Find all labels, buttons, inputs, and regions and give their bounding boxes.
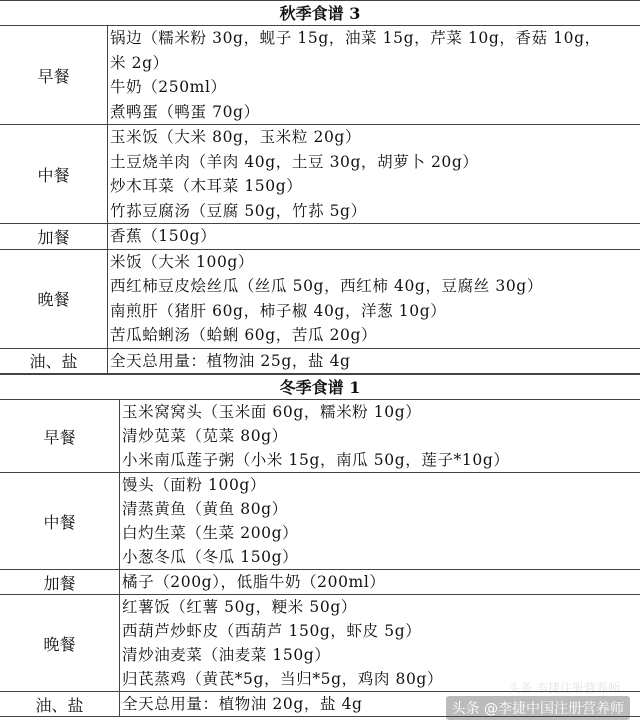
- winter-menu-title: 冬季食谱 1: [0, 374, 640, 400]
- dish-line: 全天总用量：植物油 25g，盐 4g: [110, 351, 351, 370]
- meal-dishes: [108, 224, 640, 249]
- dish-line: 米 2g）: [110, 53, 169, 72]
- meal-label: 晚餐: [0, 250, 108, 348]
- meal-dishes: [108, 250, 640, 348]
- meal-row: [0, 125, 640, 224]
- dish-line: 玉米窝窝头（玉米面 60g，糯米粉 10g）: [122, 403, 422, 421]
- meal-label: 加餐: [0, 570, 120, 594]
- dish-line: 玉米饭（大米 80g，玉米粒 20g）: [110, 128, 362, 146]
- meal-label: 中餐: [0, 473, 120, 569]
- dish-line: 香蕉（150g）: [110, 227, 217, 245]
- dish-line: 全天总用量：植物油 20g，盐 4g: [122, 695, 363, 713]
- dish-line: 馒头（面粉 100g）: [122, 476, 267, 494]
- dish-line: 橘子（200g），低脂牛奶（200ml）: [122, 573, 386, 591]
- meal-label: 油、盐: [0, 349, 108, 374]
- meal-dishes: [120, 595, 640, 691]
- meal-dishes: [120, 473, 640, 569]
- meal-dishes: [108, 349, 640, 374]
- dish-line: 锅边（糯米粉 30g，蚬子 15g，油菜 15g，芹菜 10g，香菇 10g，: [110, 29, 601, 47]
- meal-dishes: [120, 570, 640, 594]
- source-watermark: 头条 @李捷中国注册营养师: [446, 696, 630, 720]
- dish-line: 竹荪豆腐汤（豆腐 50g，竹荪 5g）: [110, 201, 367, 220]
- meal-label: 中餐: [0, 125, 108, 223]
- dish-line: 苦瓜蛤蜊汤（蛤蜊 60g，苦瓜 20g）: [110, 326, 378, 344]
- meal-row: [0, 595, 640, 692]
- meal-row: [0, 570, 640, 595]
- dish-line: 牛奶（250ml）: [110, 78, 227, 96]
- meal-row: [0, 224, 640, 250]
- autumn-menu-title: 秋季食谱 3: [0, 0, 640, 26]
- dish-line: 小葱冬瓜（冬瓜 150g）: [122, 548, 299, 566]
- dish-line: 炒木耳菜（木耳菜 150g）: [110, 177, 303, 195]
- dish-line: 清蒸黄鱼（黄鱼 80g）: [122, 500, 288, 518]
- dish-line: 红薯饭（红薯 50g，粳米 50g）: [122, 598, 357, 616]
- meal-dishes: [108, 26, 640, 124]
- dish-line: 南煎肝（猪肝 60g，柿子椒 40g，洋葱 10g）: [110, 301, 447, 320]
- meal-label: 早餐: [0, 400, 120, 472]
- meal-dishes: [120, 400, 640, 472]
- dish-line: 西葫芦炒虾皮（西葫芦 150g，虾皮 5g）: [122, 622, 422, 640]
- dish-line: 煮鸭蛋（鸭蛋 70g）: [110, 102, 260, 121]
- meal-row: [0, 349, 640, 375]
- dish-line: 土豆烧羊肉（羊肉 40g，土豆 30g，胡萝卜 20g）: [110, 152, 479, 171]
- dish-line: 清炒苋菜（苋菜 80g）: [122, 427, 288, 445]
- meal-label: 加餐: [0, 224, 108, 249]
- winter-menu-table: [0, 374, 640, 717]
- meal-row: [0, 473, 640, 570]
- dish-line: 清炒油麦菜（油麦菜 150g）: [122, 646, 331, 664]
- dish-line: 西红柿豆皮烩丝瓜（丝瓜 50g，西红柿 40g，豆腐丝 30g）: [110, 277, 543, 295]
- dish-line: 白灼生菜（生菜 200g）: [122, 524, 299, 542]
- meal-dishes: [108, 125, 640, 223]
- meal-row: [0, 400, 640, 473]
- dish-line: 归芪蒸鸡（黄芪*5g，当归*5g，鸡肉 80g）: [122, 670, 444, 688]
- meal-label: 油、盐: [0, 692, 120, 716]
- winter-menu-rows: [0, 400, 640, 717]
- meal-row: [0, 250, 640, 349]
- faint-watermark: 头条 李捷注册营养师: [508, 681, 620, 695]
- meal-label: 晚餐: [0, 595, 120, 691]
- meal-row: [0, 26, 640, 125]
- autumn-menu-rows: [0, 26, 640, 374]
- meal-label: 早餐: [0, 26, 108, 124]
- dish-line: 小米南瓜莲子粥（小米 15g，南瓜 50g，莲子*10g）: [122, 451, 510, 469]
- dish-line: 米饭（大米 100g）: [110, 252, 255, 271]
